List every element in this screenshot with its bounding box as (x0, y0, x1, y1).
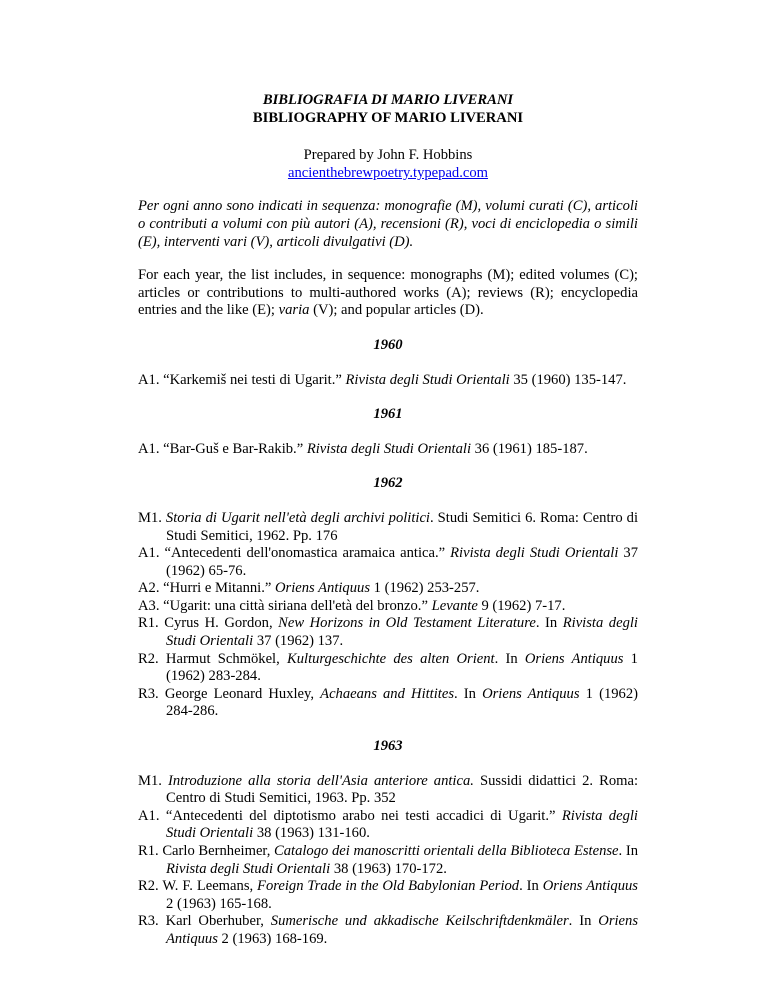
entry-text: Harmut Schmökel, (165, 650, 287, 667)
bibliography-entry (138, 808, 638, 843)
document-page (138, 92, 638, 949)
entry-italic: Rivista degli Studi Orientali (166, 860, 331, 877)
entry-text: “Karkemiš nei testi di Ugarit.” (163, 371, 346, 388)
entry-text: W. F. Leemans, (162, 878, 258, 895)
entry-id: A2. (138, 580, 164, 597)
entry-text: Carlo Bernheimer, (162, 843, 274, 859)
intro-english-after: (V); and popular articles (D). (309, 302, 484, 319)
entry-text: Cyrus H. Gordon, (164, 615, 279, 632)
bibliography-entry (138, 878, 638, 913)
entry-id: A1. (138, 545, 165, 562)
entry-text: . In (618, 843, 639, 859)
entry-text: “Hurri e Mitanni.” (163, 580, 275, 597)
entry-italic: New Horizons in Old Testament Literature (278, 615, 536, 632)
entry-id: R2. (138, 650, 166, 667)
entry-text: 1 (1962) 284-286. (166, 685, 638, 720)
entry-text: 2 (1963) 165-168. (166, 895, 272, 912)
year-heading: 1960 (373, 336, 403, 353)
entry-text: . Studi Semitici 6. Roma: Centro di Studi Semitici, 1962. Pp. 176 (166, 509, 638, 544)
entry-italic: Oriens Antiquus (542, 878, 638, 895)
entry-italic: Oriens Antiquus (275, 580, 371, 597)
entry-text: . In (454, 685, 483, 702)
entry-text: . In (519, 878, 543, 895)
entry-italic: Rivista degli Studi Orientali (345, 371, 510, 388)
entry-text: 2 (1963) 168-169. (217, 930, 328, 947)
entry-id: R1. (138, 615, 165, 632)
entry-id: A3. (138, 597, 164, 614)
entry-text: 38 (1963) 131-160. (253, 825, 370, 842)
entry-text: 1 (1962) 283-284. (166, 650, 638, 685)
entry-id: M1. (138, 509, 166, 526)
entry-text: Sussidi didattici 2. Roma: Centro di Studi Semitici, 1963. Pp. 352 (166, 772, 638, 807)
prepared-by: Prepared by John F. Hobbins (303, 147, 473, 164)
bibliography-entry (138, 580, 638, 598)
entry-italic: Achaeans and Hittites (320, 685, 454, 702)
entry-id: R3. (138, 913, 166, 930)
intro-italian: Per ogni anno sono indicati in sequenza: monografie (M), volumi curati (C), articoli o contributi a volumi con più autori (A), recensioni (R), voci di enciclopedia o simili (E), interventi vari (V), articoli divulgativi (D). (138, 198, 638, 250)
year-heading: 1963 (373, 738, 403, 755)
entry-id: A1. (138, 371, 164, 388)
entry-text: “Bar-Guš e Bar-Rakib.” (163, 440, 307, 457)
entry-italic: Storia di Ugarit nell'età degli archivi politici (165, 509, 430, 526)
entry-id: R1. (138, 843, 163, 859)
bibliography-entry (138, 843, 638, 878)
website-link[interactable]: ancienthebrewpoetry.typepad.com (287, 164, 489, 181)
entry-text: “Antecedenti dell'onomastica aramaica antica.” (164, 545, 451, 562)
entry-text: 37 (1962) 137. (253, 633, 344, 650)
entry-italic: Oriens Antiquus (524, 650, 624, 667)
intro-english-varia: varia (278, 302, 310, 319)
entry-text: 1 (1962) 253-257. (370, 580, 480, 597)
year-heading: 1961 (373, 406, 403, 423)
entry-italic: Oriens Antiquus (482, 685, 580, 702)
entry-text: George Leonard Huxley, (164, 685, 321, 702)
bibliography-entry (138, 372, 638, 390)
bibliography-entry (138, 510, 638, 545)
entry-italic: Kulturgeschichte des alten Orient (286, 650, 495, 667)
bibliography-entry (138, 651, 638, 686)
bibliography-entry (138, 773, 638, 808)
entry-italic: Oriens Antiquus (166, 913, 639, 947)
entry-text: 38 (1963) 170-172. (330, 860, 447, 877)
entry-id: R2. (138, 878, 163, 895)
bibliography-entry (138, 615, 638, 650)
entry-text: 35 (1960) 135-147. (509, 371, 627, 388)
entry-text: . In (568, 913, 599, 930)
entry-id: R3. (138, 685, 165, 702)
entry-italic: Introduzione alla storia dell'Asia anteriore antica. (167, 772, 474, 789)
year-heading: 1962 (373, 475, 403, 492)
entry-text: 9 (1962) 7-17. (477, 597, 566, 614)
intro-english-before: For each year, the list includes, in sequence: monographs (M); edited volumes (C); articles or contributions to multi-authored works (A); reviews (R); encyclopedia entries and the like (E); (138, 267, 638, 319)
entry-text: . In (494, 650, 525, 667)
entry-italic: Rivista degli Studi Orientali (450, 545, 619, 562)
title-english: BIBLIOGRAPHY OF MARIO LIVERANI (252, 109, 524, 126)
entry-id: M1. (138, 772, 168, 789)
bibliography-entry (138, 545, 638, 580)
entry-text: “Antecedenti del diptotismo arabo nei testi accadici di Ugarit.” (165, 807, 562, 824)
entry-italic: Rivista degli Studi Orientali (166, 807, 638, 842)
bibliography-entry (138, 441, 638, 459)
entry-text: 36 (1961) 185-187. (471, 440, 588, 457)
entry-italic: Foreign Trade in the Old Babylonian Period (257, 878, 520, 895)
entry-italic: Levante (431, 597, 478, 614)
bibliography-entry (138, 913, 638, 948)
title-italian: BIBLIOGRAFIA DI MARIO LIVERANI (262, 92, 514, 108)
entry-italic: Rivista degli Studi Orientali (306, 440, 471, 457)
bibliography-entry (138, 686, 638, 721)
entry-italic: Rivista degli Studi Orientali (166, 615, 638, 650)
entry-id: A1. (138, 807, 166, 824)
bibliography-entry (138, 598, 638, 616)
entry-text: Karl Oberhuber, (165, 913, 271, 930)
entry-id: A1. (138, 440, 164, 457)
entry-italic: Catalogo dei manoscritti orientali della Biblioteca Estense (274, 843, 619, 859)
bibliography-list (138, 337, 638, 949)
entry-text: . In (535, 615, 563, 632)
entry-italic: Sumerische und akkadische Keilschriftdenkmäler (270, 913, 569, 930)
intro-english (138, 267, 638, 320)
entry-text: 37 (1962) 65-76. (166, 545, 638, 579)
entry-text: “Ugarit: una città siriana dell'età del bronzo.” (163, 597, 432, 614)
